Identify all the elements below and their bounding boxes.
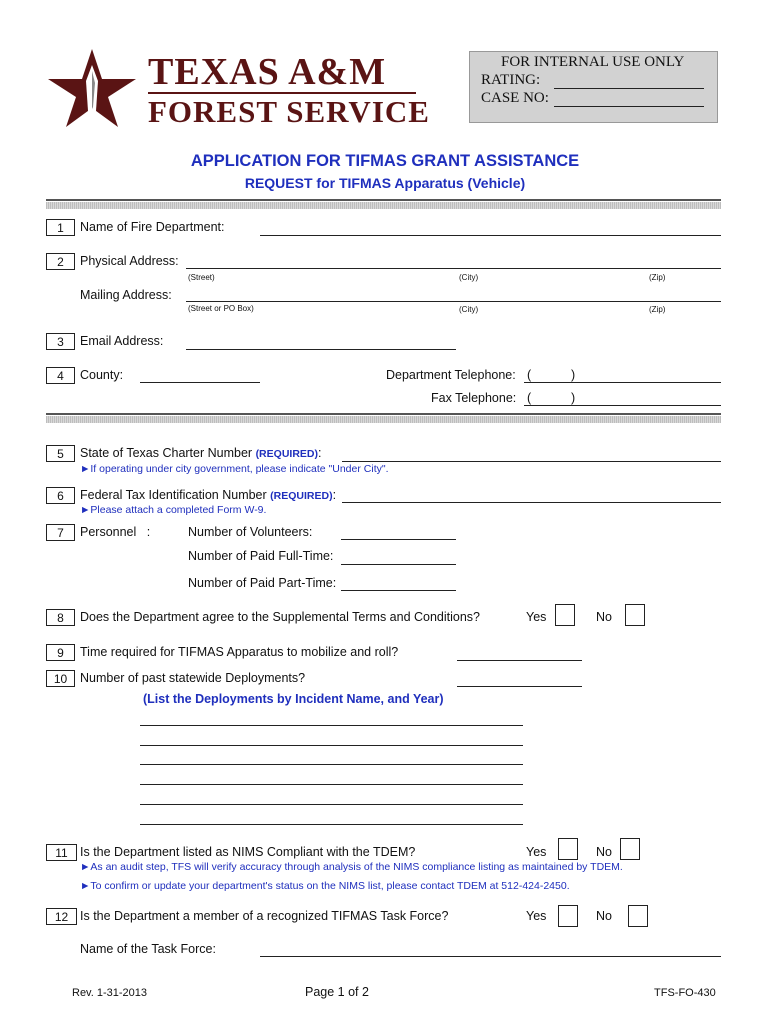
fire-department-label: Name of Fire Department:	[80, 220, 225, 234]
paid-part-time-label: Number of Paid Part-Time:	[188, 576, 337, 590]
charter-colon: :	[317, 446, 322, 460]
task-force-name-label: Name of the Task Force:	[80, 942, 216, 956]
section-divider-top	[46, 199, 721, 201]
dept-tel-paren-close: )	[571, 368, 576, 382]
case-no-field[interactable]	[554, 106, 704, 107]
tax-id-note: ►Please attach a completed Form W-9.	[80, 504, 267, 516]
q11-no-label: No	[596, 845, 612, 859]
zip-caption: (Zip)	[649, 273, 666, 282]
email-address-label: Email Address:	[80, 334, 164, 348]
personnel-label: Personnel :	[80, 525, 151, 539]
q12-yes-checkbox[interactable]	[558, 905, 578, 927]
dept-tel-paren-open: (	[527, 368, 532, 382]
form-title: APPLICATION FOR TIFMAS GRANT ASSISTANCE	[190, 152, 580, 170]
street-caption: (Street)	[188, 273, 215, 282]
email-address-field[interactable]	[186, 349, 456, 350]
question-number-2: 2	[46, 253, 75, 270]
department-telephone-field[interactable]	[524, 382, 721, 383]
question-number-6: 6	[46, 487, 75, 504]
deployment-line-2[interactable]	[140, 745, 523, 746]
question-number-9: 9	[46, 644, 75, 661]
q12-yes-label: Yes	[526, 909, 547, 923]
paid-full-time-label: Number of Paid Full-Time:	[188, 549, 334, 563]
tax-id-label	[80, 488, 336, 502]
physical-address-label: Physical Address:	[80, 254, 179, 268]
form-subtitle: REQUEST for TIFMAS Apparatus (Vehicle)	[244, 175, 526, 191]
fire-department-field[interactable]	[260, 235, 721, 236]
charter-number-field[interactable]	[342, 461, 721, 462]
deployments-list-note: (List the Deployments by Incident Name, and Year)	[143, 692, 444, 706]
question-number-3: 3	[46, 333, 75, 350]
deployment-line-5[interactable]	[140, 804, 523, 805]
mobilize-time-label: Time required for TIFMAS Apparatus to mobilize and roll?	[80, 645, 399, 659]
page-number: Page 1 of 2	[305, 985, 369, 999]
physical-address-field[interactable]	[186, 268, 721, 269]
deployment-line-6[interactable]	[140, 824, 523, 825]
q11-no-checkbox[interactable]	[620, 838, 640, 860]
fax-tel-paren-close: )	[571, 391, 576, 405]
question-number-7: 7	[46, 524, 75, 541]
section-bar-mid	[46, 416, 721, 423]
q8-no-checkbox[interactable]	[625, 604, 645, 626]
q8-no-label: No	[596, 610, 612, 624]
nims-audit-note: ►As an audit step, TFS will verify accuracy through analysis of the NIMS compliance listing as maintained by TDEM.	[80, 861, 623, 873]
deployments-count-field[interactable]	[457, 686, 582, 687]
deployment-line-4[interactable]	[140, 784, 523, 785]
q12-no-label: No	[596, 909, 612, 923]
internal-use-box	[469, 51, 718, 123]
mailing-address-field[interactable]	[186, 301, 721, 302]
rating-label: RATING:	[481, 72, 541, 88]
q8-yes-label: Yes	[526, 610, 547, 624]
question-number-11: 11	[46, 844, 77, 861]
street-po-caption: (Street or PO Box)	[188, 304, 254, 313]
form-number: TFS-FO-430	[654, 987, 716, 999]
section-bar-top	[46, 202, 721, 209]
charter-number-text: State of Texas Charter Number	[80, 446, 253, 460]
question-number-10: 10	[46, 670, 75, 687]
nims-compliant-label: Is the Department listed as NIMS Compliant with the TDEM?	[80, 845, 416, 859]
question-number-8: 8	[46, 609, 75, 626]
question-number-5: 5	[46, 445, 75, 462]
internal-use-title: FOR INTERNAL USE ONLY	[501, 54, 685, 70]
fax-tel-paren-open: (	[527, 391, 532, 405]
county-field[interactable]	[140, 382, 260, 383]
rating-field[interactable]	[554, 88, 704, 89]
org-name-line1: TEXAS A&M	[148, 51, 387, 93]
q12-no-checkbox[interactable]	[628, 905, 648, 927]
deployment-line-3[interactable]	[140, 764, 523, 765]
volunteers-label: Number of Volunteers:	[188, 525, 313, 539]
charter-note: ►If operating under city government, please indicate "Under City".	[80, 463, 389, 475]
nims-contact-note: ►To confirm or update your department's status on the NIMS list, please contact TDEM at 512-424-2450.	[80, 880, 570, 892]
mailing-address-label: Mailing Address:	[80, 288, 172, 302]
section-divider-mid	[46, 413, 721, 415]
task-force-member-label: Is the Department a member of a recognized TIFMAS Task Force?	[80, 909, 449, 923]
revision-date: Rev. 1-31-2013	[72, 987, 148, 999]
department-telephone-label: Department Telephone:	[386, 368, 516, 382]
charter-required-tag: (REQUIRED)	[255, 448, 318, 460]
city-caption: (City)	[459, 273, 479, 282]
supplemental-terms-label: Does the Department agree to the Supplemental Terms and Conditions?	[80, 610, 481, 624]
q11-yes-checkbox[interactable]	[558, 838, 578, 860]
question-number-12: 12	[46, 908, 77, 925]
charter-number-label	[80, 446, 321, 460]
mobilize-time-field[interactable]	[457, 660, 582, 661]
task-force-name-field[interactable]	[260, 956, 721, 957]
tax-id-text: Federal Tax Identification Number	[80, 488, 267, 502]
tax-id-field[interactable]	[342, 502, 721, 503]
deployments-label: Number of past statewide Deployments?	[80, 671, 306, 685]
org-name-line2: FOREST SERVICE	[148, 94, 430, 129]
fax-telephone-field[interactable]	[524, 405, 721, 406]
q8-yes-checkbox[interactable]	[555, 604, 575, 626]
deployment-line-1[interactable]	[140, 725, 523, 726]
tax-id-required-tag: (REQUIRED)	[270, 490, 333, 502]
city-caption-2: (City)	[459, 305, 479, 314]
zip-caption-2: (Zip)	[649, 305, 666, 314]
q11-yes-label: Yes	[526, 845, 547, 859]
paid-full-time-field[interactable]	[341, 564, 456, 565]
tax-id-colon: :	[332, 488, 337, 502]
case-label: CASE NO:	[481, 90, 549, 106]
paid-part-time-field[interactable]	[341, 590, 456, 591]
question-number-4: 4	[46, 367, 75, 384]
volunteers-field[interactable]	[341, 539, 456, 540]
texas-am-star-logo	[46, 47, 138, 129]
county-label: County:	[80, 368, 124, 382]
fax-telephone-label: Fax Telephone:	[431, 391, 517, 405]
question-number-1: 1	[46, 219, 75, 236]
